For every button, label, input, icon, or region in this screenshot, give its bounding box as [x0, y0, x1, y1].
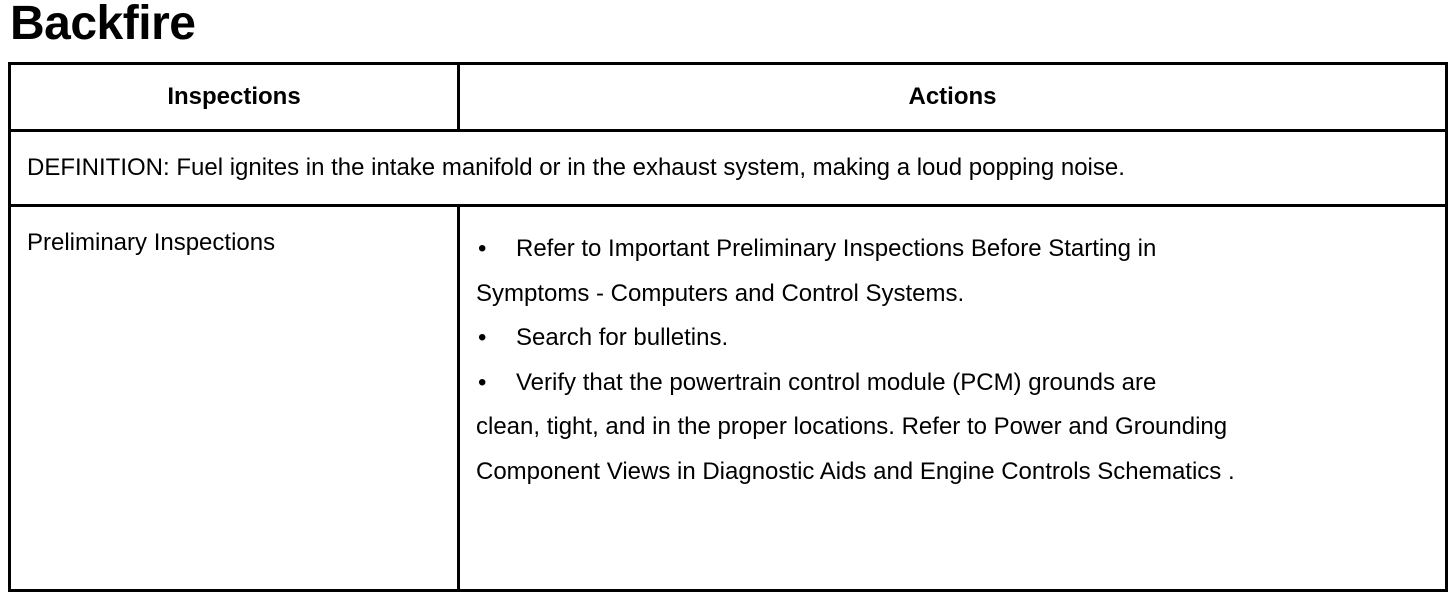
page-title: Backfire — [10, 0, 196, 50]
action-continuation: Symptoms - Computers and Control Systems. — [476, 279, 965, 307]
definition-row — [10, 131, 1447, 206]
action-continuation: Component Views in Diagnostic Aids and Engine Controls Schematics . — [476, 457, 1235, 485]
definition-text: DEFINITION: Fuel ignites in the intake manifold or in the exhaust system, making a loud popping noise. — [10, 131, 1447, 206]
inspection-table — [8, 62, 1448, 592]
table-header-row — [10, 64, 1447, 131]
bullet-icon: • — [478, 324, 487, 351]
bullet-icon: • — [478, 235, 487, 262]
header-actions: Actions — [459, 64, 1447, 131]
actions-cell — [459, 206, 1447, 591]
action-item — [476, 227, 1445, 272]
action-item — [476, 316, 1445, 361]
bullet-icon: • — [478, 368, 487, 396]
inspection-cell: Preliminary Inspections — [10, 206, 459, 591]
table-row — [10, 206, 1447, 591]
action-text: Search for bulletins. — [516, 324, 729, 351]
action-continuation: clean, tight, and in the proper locations. Refer to Power and Grounding — [476, 413, 1228, 440]
action-text: Refer to Important Preliminary Inspections Before Starting in — [516, 235, 1157, 262]
action-item — [476, 361, 1445, 406]
action-text: Verify that the powertrain control module (PCM) grounds are — [516, 368, 1157, 396]
header-inspections: Inspections — [10, 64, 459, 131]
